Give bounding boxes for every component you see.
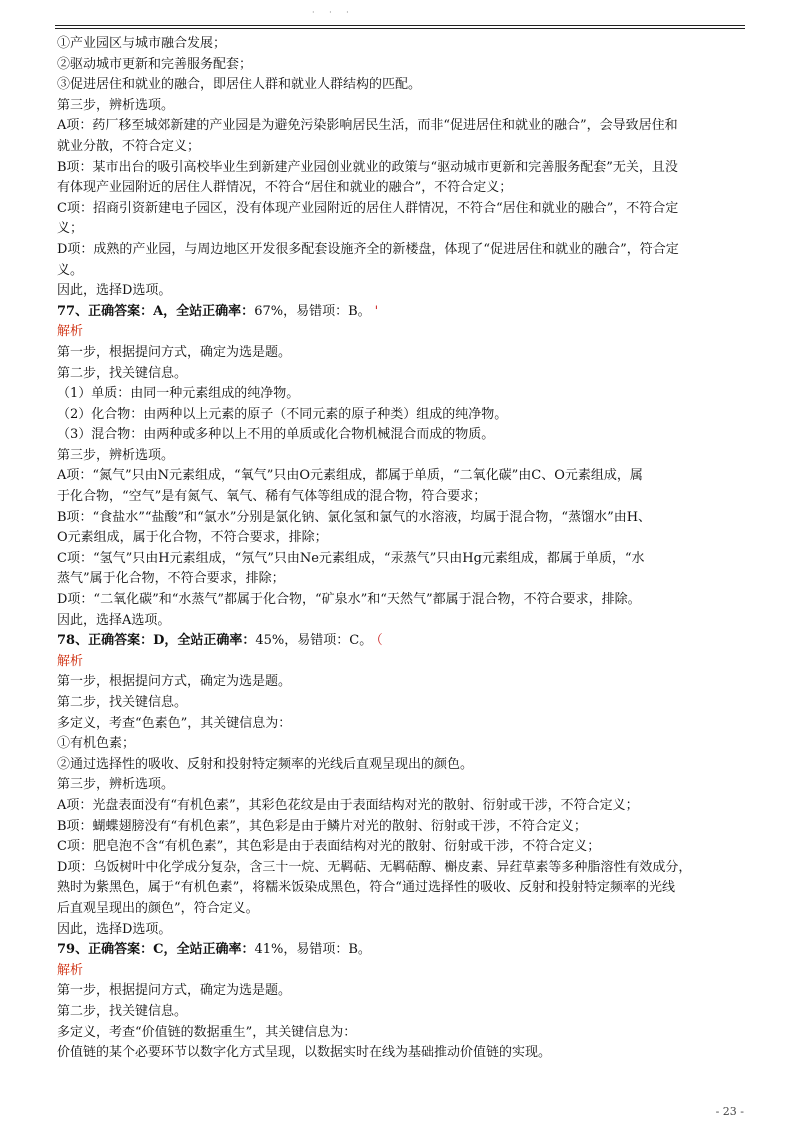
text-line: ③促进居住和就业的融合，即居住人群和就业人群结构的匹配。 <box>57 77 422 93</box>
text-line: 价值链的某个必要环节以数字化方式呈现，以数据实时在线为基础推动价值链的实现。 <box>57 1045 552 1061</box>
text-line: 因此，选择D选项。 <box>57 921 172 937</box>
text-line: ②通过选择性的吸收、反射和投射特定频率的光线后直观呈现出的颜色。 <box>57 756 474 772</box>
text-line: 熟时为紫黑色，属于“有机色素”，将糯米饭染成黑色，符合“通过选择性的吸收、反射和投射特定频率的光线 <box>57 880 675 896</box>
text-line: B项：某市出台的吸引高校毕业生到新建产业园创业就业的政策与“驱动城市更新和完善服务配套”无关，且没 <box>57 159 678 175</box>
q77-answer-line <box>57 302 747 323</box>
q77-explanation <box>57 343 747 631</box>
stray-mark: （ <box>376 633 383 649</box>
text-line: 义。 <box>57 262 84 278</box>
header-rule <box>55 25 745 26</box>
header-rule <box>55 28 745 29</box>
text-line: 后直观呈现出的颜色”，符合定义。 <box>57 900 259 916</box>
answer-label: 77、正确答案：A，全站正确率： <box>57 303 255 319</box>
text-line: C项：肥皂泡不含“有机色素”，其色彩是由于表面结构对光的散射、衍射或干涉，不符合定义； <box>57 839 601 855</box>
text-line: A项：光盘表面没有“有机色素”，其彩色花纹是由于表面结构对光的散射、衍射或干涉，不符合定义； <box>57 797 639 813</box>
text-line: 第二步，找关键信息。 <box>57 1003 188 1019</box>
q76-explanation-tail <box>57 34 747 302</box>
header-dots: · · · <box>312 8 355 17</box>
text-line: 第一步，根据提问方式，确定为选是题。 <box>57 344 292 360</box>
text-line: 多定义，考查“色素色”，其关键信息为： <box>57 715 292 731</box>
analysis-heading: 解析 <box>57 962 84 978</box>
stray-mark: ' <box>374 303 379 319</box>
text-line: 第三步，辨析选项。 <box>57 447 175 463</box>
answer-label: 78、正确答案：D，全站正确率： <box>57 633 256 649</box>
text-line: A项：药厂移至城郊新建的产业园是为避免污染影响居民生活，而非“促进居住和就业的融合”，会导致居住和 <box>57 118 678 134</box>
q78-explanation <box>57 672 747 940</box>
text-line: 因此，选择A选项。 <box>57 612 171 628</box>
text-line: C项：招商引资新建电子园区，没有体现产业园附近的居住人群情况，不符合“居住和就业的融合”，不符合定 <box>57 200 679 216</box>
text-line: D项：乌饭树叶中化学成分复杂，含三十一烷、无羁萜、无羁萜醇、槲皮素、异荭草素等多种脂溶性有效成分， <box>57 859 692 875</box>
text-line: B项：“食盐水”“盐酸”和“氯水”分别是氯化钠、氯化氢和氯气的水溶液，均属于混合物，“蒸馏水”由H、 <box>57 509 652 525</box>
answer-rate: 41%，易错项：B。 <box>254 942 371 958</box>
text-line: 有体现产业园附近的居住人群情况，不符合“居住和就业的融合”，不符合定义； <box>57 180 513 196</box>
text-line: 就业分散，不符合定义； <box>57 138 201 154</box>
text-line: （1）单质：由同一种元素组成的纯净物。 <box>57 386 300 402</box>
text-line: ①有机色素； <box>57 736 136 752</box>
text-line: 多定义，考查“价值链的数据重生”，其关键信息为： <box>57 1024 357 1040</box>
text-line: 第二步，找关键信息。 <box>57 695 188 710</box>
text-line: 于化合物，“空气”是有氮气、氧气、稀有气体等组成的混合物，符合要求； <box>57 489 487 505</box>
text-line: A项：“氮气”只由N元素组成，“氧气”只由O元素组成，都属于单质，“二氧化碳”由C、O元素组成，属 <box>57 468 643 484</box>
page-number: - 23 - <box>715 1105 744 1118</box>
document-body <box>57 34 747 1064</box>
text-line: O元素组成，属于化合物，不符合要求，排除； <box>57 530 328 546</box>
text-line: C项：“氢气”只由H元素组成，“氖气”只由Ne元素组成，“汞蒸气”只由Hg元素组成，都属于单质，“水 <box>57 550 645 566</box>
analysis-heading: 解析 <box>57 653 84 669</box>
text-line: D项：“二氧化碳”和“水蒸气”都属于化合物，“矿泉水”和“天然气”都属于混合物，不符合要求，排除。 <box>57 592 641 608</box>
text-line: 蒸气”属于化合物，不符合要求，排除； <box>57 571 285 587</box>
text-line: B项：蝴蝶翅膀没有“有机色素”，其色彩是由于鳞片对光的散射、衍射或干涉，不符合定义； <box>57 818 587 834</box>
text-line: 因此，选择D选项。 <box>57 283 172 299</box>
text-line: （3）混合物：由两种或多种以上不用的单质或化合物机械混合而成的物质。 <box>57 427 495 443</box>
answer-rate: 67%，易错项：B。 <box>254 303 371 319</box>
text-line: D项：成熟的产业园，与周边地区开发很多配套设施齐全的新楼盘，体现了“促进居住和就业的融合”，符合定 <box>57 241 679 257</box>
answer-rate: 45%，易错项：C。 <box>255 633 373 649</box>
q79-answer-line <box>57 940 747 961</box>
q78-answer-line <box>57 631 747 652</box>
text-line: ②驱动城市更新和完善服务配套； <box>57 56 253 72</box>
text-line: 义； <box>57 221 84 237</box>
text-line: 第二步，找关键信息。 <box>57 365 188 381</box>
text-line: ①产业园区与城市融合发展； <box>57 36 227 51</box>
text-line: 第三步，辨析选项。 <box>57 777 175 793</box>
q79-explanation <box>57 981 747 1063</box>
answer-label: 79、正确答案：C，全站正确率： <box>57 942 255 958</box>
text-line: （2）化合物：由两种以上元素的原子（不同元素的原子种类）组成的纯净物。 <box>57 406 508 422</box>
text-line: 第一步，根据提问方式，确定为选是题。 <box>57 983 292 999</box>
text-line: 第一步，根据提问方式，确定为选是题。 <box>57 674 292 690</box>
analysis-heading: 解析 <box>57 324 84 340</box>
text-line: 第三步，辨析选项。 <box>57 97 175 113</box>
